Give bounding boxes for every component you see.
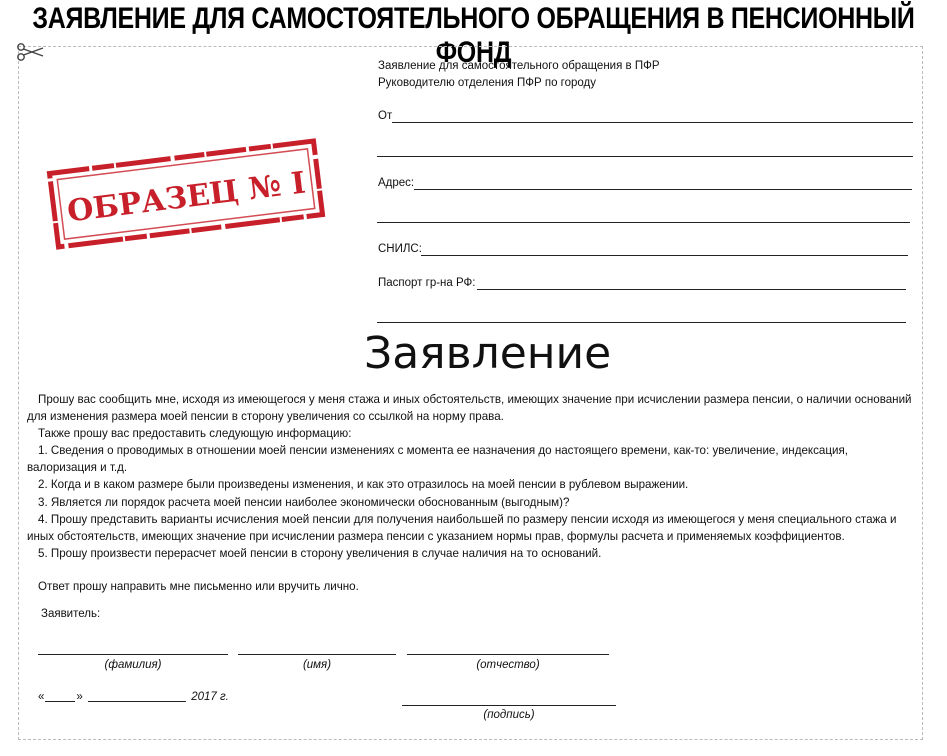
- from-line-2[interactable]: [377, 156, 913, 157]
- page-headline: ЗАЯВЛЕНИЕ ДЛЯ САМОСТОЯТЕЛЬНОГО ОБРАЩЕНИЯ В ПЕНСИОННЫЙ ФОНД: [32, 2, 915, 70]
- header-line-2: Руководителю отделения ПФР по городу: [378, 77, 597, 89]
- snils-line[interactable]: [421, 255, 908, 256]
- month-line[interactable]: [88, 701, 186, 702]
- reply-paragraph: Ответ прошу направить мне письменно или вручить лично.: [38, 579, 359, 593]
- signature-caption: (подпись): [483, 709, 535, 721]
- from-line[interactable]: [392, 122, 913, 123]
- snils-label: СНИЛС:: [378, 243, 422, 255]
- address-line-2[interactable]: [377, 222, 910, 223]
- date-year: 2017 г.: [191, 691, 229, 703]
- day-line[interactable]: [45, 701, 75, 702]
- header-line-1: Заявление для самостоятельного обращения в ПФР: [378, 60, 660, 72]
- signature-line[interactable]: [402, 705, 616, 706]
- document-title: Заявление: [364, 328, 612, 379]
- passport-line-2[interactable]: [377, 322, 906, 323]
- applicant-label: Заявитель:: [41, 608, 101, 620]
- passport-line[interactable]: [477, 289, 906, 290]
- passport-label: Паспорт гр-на РФ:: [378, 277, 476, 289]
- body-paragraph: 2. Когда и в каком размере были произведены изменения, и как это отразилось на моей пенсии в рублевом выражении.: [38, 478, 689, 492]
- body-paragraph: Прошу вас сообщить мне, исходя из имеющегося у меня стажа и иных обстоятельств, имеющих значение при исчислении размера пенсии, о наличии оснований для изменения размера моей пенсии в сторону увеличения со ссылкой на норму права.: [27, 393, 912, 424]
- body-paragraph: 1. Сведения о проводимых в отношении моей пенсии изменениях с момента ее назначения до настоящего времени, как-то: увеличение, индексация, валоризация и т.д.: [27, 444, 848, 475]
- date-row: [38, 691, 229, 703]
- date-close-quote: »: [76, 691, 83, 703]
- from-label: От: [378, 110, 393, 122]
- body-paragraph: Также прошу вас предоставить следующую информацию:: [38, 427, 352, 441]
- patronymic-caption: (отчество): [476, 659, 540, 671]
- address-line[interactable]: [414, 189, 912, 190]
- application-body: [27, 391, 913, 595]
- body-paragraph: 5. Прошу произвести перерасчет моей пенсии в сторону увеличения в случае наличия на то оснований.: [38, 546, 602, 560]
- stamp-text: ОБРАЗЕЦ № I: [65, 165, 308, 230]
- surname-line[interactable]: [38, 654, 228, 655]
- name-line[interactable]: [238, 654, 396, 655]
- address-label: Адрес:: [378, 177, 415, 189]
- body-paragraph: 3. Является ли порядок расчета моей пенсии наиболее экономически обоснованным (выгодным)?: [38, 495, 570, 509]
- patronymic-line[interactable]: [407, 654, 609, 655]
- body-paragraph: 4. Прошу представить варианты исчисления моей пенсии для получения наибольшей по размеру пенсии исходя из имеющегося у меня специального стажа и иных обстоятельств, имеющих значение при исчислении размера пенсии с указанием нормы прав, формулы расчета и применяемых коэффициентов.: [27, 512, 897, 543]
- date-open-quote: «: [38, 691, 45, 703]
- surname-caption: (фамилия): [104, 659, 162, 671]
- scissors-icon: [14, 41, 46, 63]
- name-caption: (имя): [302, 659, 332, 671]
